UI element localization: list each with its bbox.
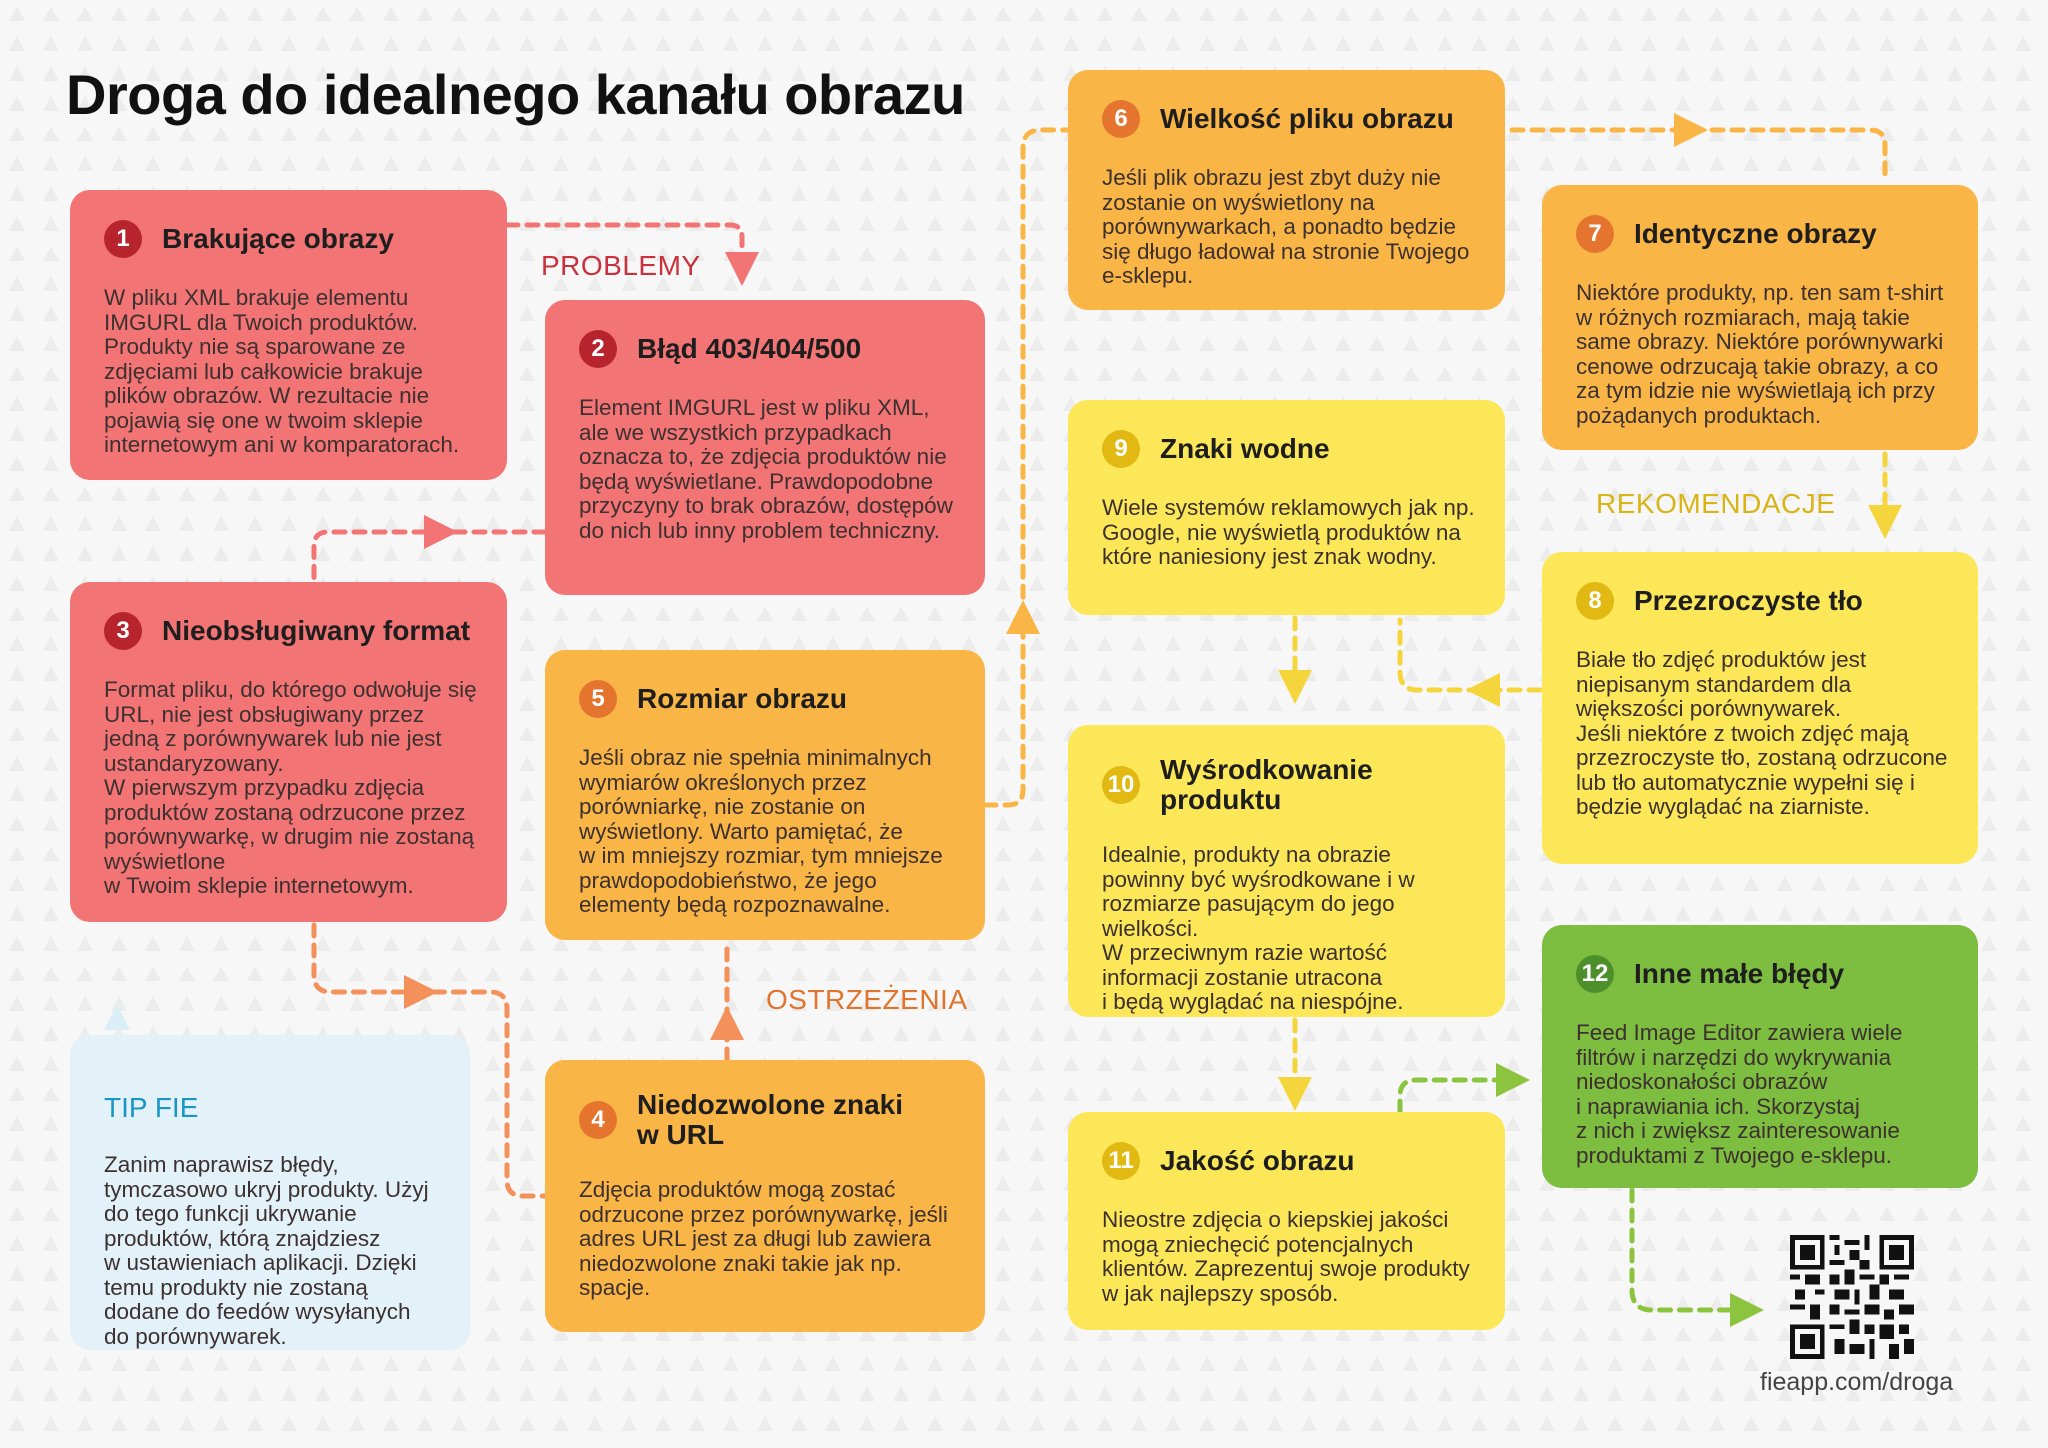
card-missing-images (70, 190, 507, 480)
card-title: Błąd 403/404/500 (637, 333, 862, 364)
arrow-head (1868, 505, 1902, 539)
page-title: Droga do idealnego kanału obrazu (66, 63, 965, 126)
card-title: Rozmiar obrazu (637, 683, 848, 714)
connector-5-6 (985, 130, 1068, 805)
card-other-minor-errors (1542, 925, 1978, 1188)
section-label-warnings: OSTRZEŻENIA (766, 984, 968, 1015)
card-header (1576, 955, 1948, 993)
card-header (1576, 215, 1948, 253)
card-text: Niektóre produkty, np. ten sam t-shirt w różnych rozmiarach, mają takie same obrazy. Niektóre porównywarki cenowe odrzucają takie obrazy, a co za tym idzie nie wyświetlają ich przy pożądanych produktach. (1576, 280, 1944, 428)
card-header (579, 330, 955, 368)
card-invalid-url-characters (545, 1060, 985, 1332)
qr-code-icon[interactable] (1790, 1235, 1914, 1359)
arrow-head (404, 975, 438, 1009)
card-header (1102, 1142, 1475, 1180)
card-text: Wiele systemów reklamowych jak np. Google, nie wyświetlą produktów na które naniesiony jest znak wodny. (1102, 495, 1475, 569)
card-title: Wielkość pliku obrazu (1160, 103, 1454, 134)
step-number-badge: 5 (579, 680, 617, 718)
step-number-badge: 11 (1102, 1142, 1140, 1180)
arrow-head (1278, 670, 1312, 704)
card-header (104, 612, 477, 650)
arrow-head (710, 1006, 744, 1040)
card-watermarks (1068, 400, 1505, 615)
card-text: Idealnie, produkty na obrazie powinny być wyśrodkowane i w rozmiarze pasującym do jego wielkości. W przeciwnym razie wartość informacji zostanie utracona i będą wyglądać na niespójne. (1102, 842, 1415, 1014)
card-unsupported-format (70, 582, 507, 922)
card-header (1102, 430, 1475, 468)
tip-pointer (104, 1004, 130, 1030)
card-title: Przezroczyste tło (1634, 585, 1863, 616)
step-number-badge: 8 (1576, 582, 1614, 620)
card-transparent-background (1542, 552, 1978, 864)
section-label-problems: PROBLEMY (541, 250, 701, 281)
card-file-size (1068, 70, 1505, 310)
arrow-head (1278, 1077, 1312, 1111)
card-title: Identyczne obrazy (1634, 218, 1877, 249)
card-image-size (545, 650, 985, 940)
card-header (104, 220, 477, 258)
card-header (1576, 582, 1948, 620)
arrow-head (1496, 1063, 1530, 1097)
card-title: Znaki wodne (1160, 433, 1330, 464)
card-http-error (545, 300, 985, 595)
arrow-head (1466, 673, 1500, 707)
card-product-centering (1068, 725, 1505, 1017)
card-header (1102, 755, 1475, 815)
card-title: Inne małe błędy (1634, 958, 1845, 989)
connector-8-9 (1400, 620, 1540, 690)
tip-title: TIP FIE (104, 1092, 199, 1123)
card-text: Jeśli obraz nie spełnia minimalnych wymiarów określonych przez porówniarkę, nie zostanie on wyświetlony. Warto pamiętać, że w im mniejszy rozmiar, tym mniejsze prawdopodobieństwo, że jego elementy będą rozpoznawalne. (579, 745, 943, 917)
connector-12-qr (1632, 1190, 1730, 1310)
card-text: Format pliku, do którego odwołuje się URL, nie jest obsługiwany przez jedną z porównywarek lub nie jest ustandaryzowany. W pierwszym przypadku zdjęcia produktów zostaną odrzucone przez porównywarkę, w drugim nie zostaną wyświetlone w Twoim sklepie internetowym. (104, 677, 477, 898)
card-identical-images (1542, 185, 1978, 450)
card-text: Jeśli plik obrazu jest zbyt duży nie zostanie on wyświetlony na porównywarkach, a ponadto będzie się długo ładował na stronie Twojego e-sklepu. (1102, 165, 1470, 288)
card-text: Element IMGURL jest w pliku XML, ale we wszystkich przypadkach oznacza to, że zdjęcia produktów nie będą wyświetlane. Prawdopodobne przyczyny to brak obrazów, dostępów do nich lub inny problem techniczny. (579, 395, 953, 543)
card-title: Brakujące obrazy (162, 223, 394, 254)
step-number-badge: 7 (1576, 215, 1614, 253)
card-header (579, 680, 955, 718)
arrow-head (1006, 600, 1040, 634)
card-header (579, 1090, 955, 1150)
card-title: Niedozwolone znaki w URL (637, 1089, 904, 1150)
arrow-head (1674, 113, 1708, 147)
card-image-quality (1068, 1112, 1505, 1330)
card-header (1102, 100, 1475, 138)
card-title: Nieobsługiwany format (162, 615, 471, 646)
card-text: Nieostre zdjęcia o kiepskiej jakości mogą zniechęcić potencjalnych klientów. Zaprezentuj swoje produkty w jak najlepszy sposób. (1102, 1207, 1470, 1306)
card-text: W pliku XML brakuje elementu IMGURL dla Twoich produktów. Produkty nie są sparowane ze zdjęciami lub całkowicie brakuje plików obrazów. W rezultacie nie pojawią się one w twoim sklepie internetowym ani w komparatorach. (104, 285, 460, 457)
section-label-recommendations: REKOMENDACJE (1596, 488, 1836, 519)
arrow-head (1730, 1293, 1764, 1327)
step-number-badge: 12 (1576, 955, 1614, 993)
step-number-badge: 9 (1102, 430, 1140, 468)
footer-url-link[interactable]: fieapp.com/droga (1760, 1368, 1954, 1396)
step-number-badge: 1 (104, 220, 142, 258)
card-text: Białe tło zdjęć produktów jest niepisanym standardem dla większości porównywarek. Jeśli niektóre z twoich zdjęć mają przezroczyste tło, zostaną odrzucone lub tło automatycznie wypełni się i będzie wyglądać na ziarniste. (1576, 647, 1948, 819)
card-title: Jakość obrazu (1160, 1145, 1355, 1176)
connector-6-7 (1512, 130, 1885, 180)
tip-text: Zanim naprawisz błędy, tymczasowo ukryj produkty. Użyj do tego funkcji ukrywanie produktów, którą znajdziesz w ustawieniach aplikacji. Dzięki temu produkty nie zostaną dodane do feedów wysyłanych do porównywarek. (104, 1152, 429, 1349)
card-text: Feed Image Editor zawiera wiele filtrów i narzędzi do wykrywania niedoskonałości obrazów i naprawiania ich. Skorzystaj z nich i zwiększ zainteresowanie produktami z Twojego e-sklepu. (1576, 1020, 1903, 1168)
step-number-badge: 6 (1102, 100, 1140, 138)
card-title: Wyśrodkowanie produktu (1160, 754, 1373, 815)
connector-11-12 (1400, 1080, 1495, 1112)
step-number-badge: 3 (104, 612, 142, 650)
card-text: Zdjęcia produktów mogą zostać odrzucone przez porównywarkę, jeśli adres URL jest za długi lub zawiera niedozwolone znaki takie jak np. spacje. (579, 1177, 948, 1300)
arrow-head (424, 515, 458, 549)
step-number-badge: 2 (579, 330, 617, 368)
tip-card (70, 1035, 470, 1350)
step-number-badge: 10 (1102, 766, 1140, 804)
step-number-badge: 4 (579, 1101, 617, 1139)
arrow-head (725, 252, 759, 286)
